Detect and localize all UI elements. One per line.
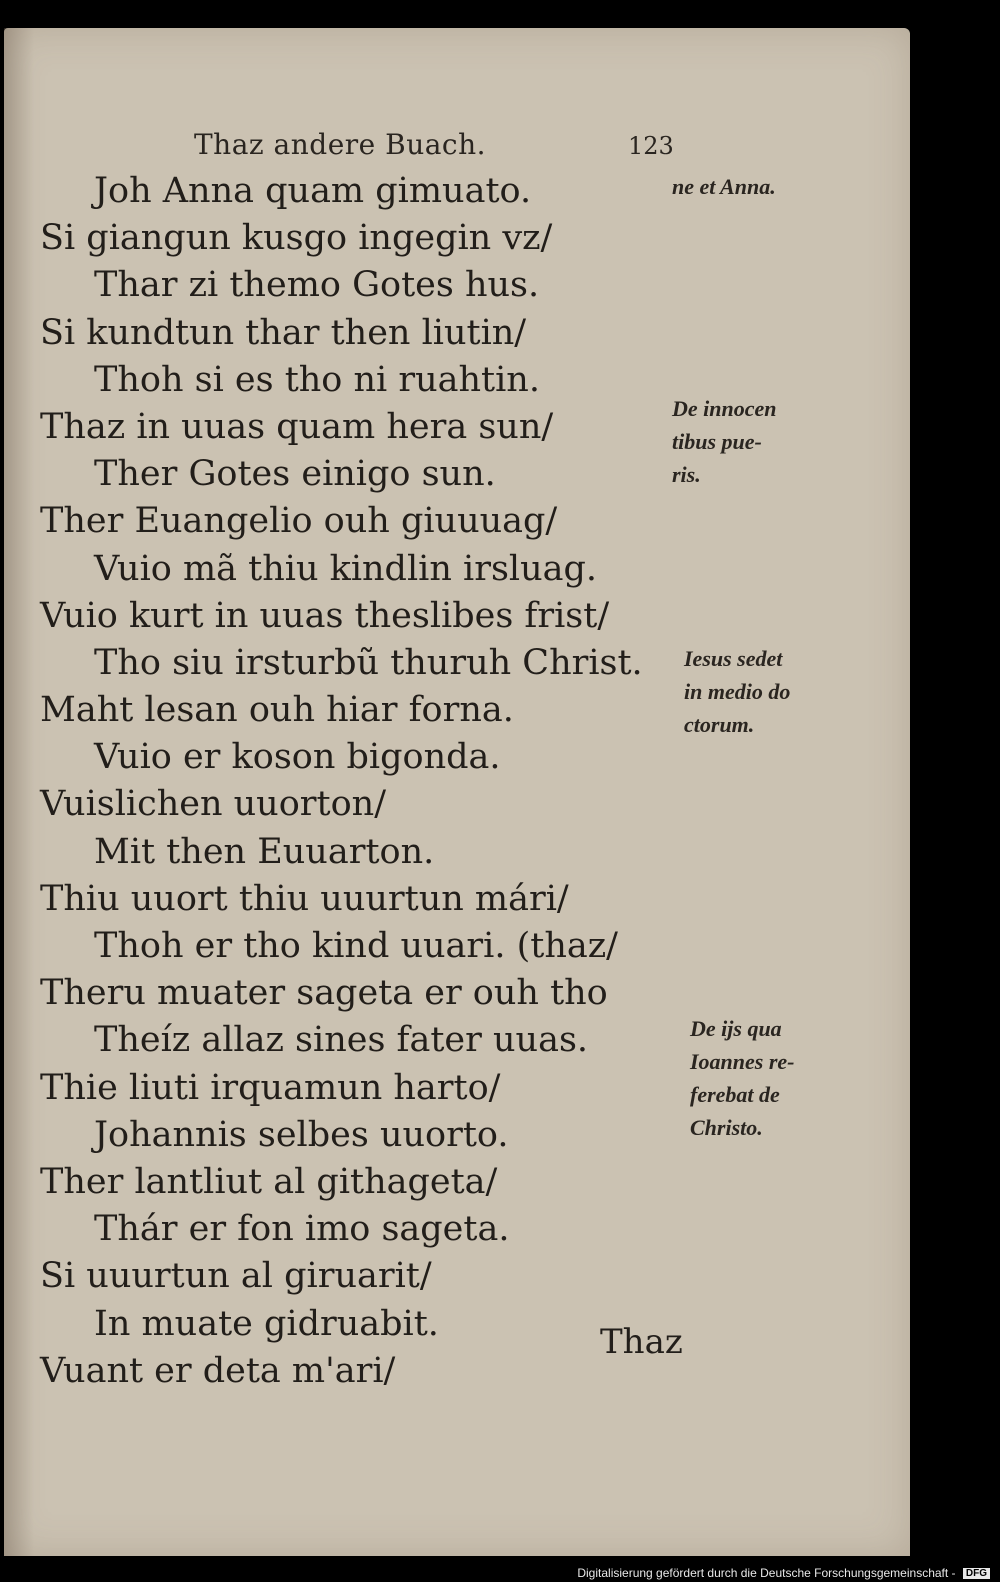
verse-line: Tho siu irsturbũ thuruh Christ. [94,642,643,683]
catchword: Thaz [600,1322,683,1362]
marginal-note-line: ctorum. [684,712,755,737]
verse-line: Theru muater sageta er ouh tho [40,973,608,1014]
verse-text [40,168,643,1395]
book-page [4,28,910,1556]
marginal-note [672,392,777,491]
marginal-note [690,1012,795,1144]
verse-line: Si giangun kusgo ingegin vz/ [40,218,553,259]
marginal-note-line: in medio do [684,679,791,704]
marginal-note-line: ris. [672,462,701,487]
verse-line: Thár er fon imo sageta. [94,1209,510,1250]
marginal-note [672,170,776,203]
funding-text: Digitalisierung gefördert durch die Deutsche Forschungsgemeinschaft - [577,1566,956,1580]
verse-line: Mit then Euuarton. [94,831,435,872]
verse-line: Thar zi themo Gotes hus. [94,265,540,306]
verse-line: Si kundtun thar then liutin/ [40,312,527,353]
marginal-note-line: Iesus sedet [684,646,783,671]
verse-line: Thie liuti irquamun harto/ [40,1067,501,1108]
marginal-note-line: Christo. [690,1115,763,1140]
verse-line: Vuio er koson bigonda. [94,737,501,778]
verse-line: Thoh si es tho ni ruahtin. [94,359,540,400]
verse-line: Vuant er deta m'ari/ [40,1350,396,1391]
verse-line: Thoh er tho kind uuari. (thaz/ [94,926,618,966]
marginal-note-line: ferebat de [690,1082,780,1107]
marginal-note [684,642,790,741]
verse-line: Ther lantliut al githageta/ [40,1161,498,1202]
marginal-note-line: tibus pue- [672,429,762,454]
verse-line: In muate gidruabit. [94,1303,439,1344]
dfg-logo: DFG [963,1568,990,1579]
page-number: 123 [628,132,674,160]
funding-footer [577,1566,990,1580]
verse-line: Vuio mã thiu kindlin irsluag. [94,548,598,589]
verse-line: Johannis selbes uuorto. [94,1114,509,1155]
marginal-note-line: De innocen [672,396,777,421]
marginal-note-line: Ioannes re- [690,1049,795,1074]
verse-line: Maht lesan ouh hiar forna. [40,690,514,731]
verse-line: Joh Anna quam gimuato. [94,171,532,211]
verse-line: Si uuurtun al giruarit/ [40,1256,432,1297]
marginal-note-line: De ijs qua [690,1016,782,1041]
verse-line: Theíz allaz sines fater uuas. [94,1020,589,1061]
verse-line: Thiu uuort thiu uuurtun mári/ [40,878,569,919]
verse-line: Thaz in uuas quam hera sun/ [40,406,554,447]
verse-line: Vuislichen uuorton/ [40,784,387,825]
verse-line: Ther Euangelio ouh giuuuag/ [40,501,558,542]
marginal-note-line: ne et Anna. [672,174,776,199]
verse-line: Vuio kurt in uuas theslibes frist/ [40,595,610,636]
running-head: Thaz andere Buach. [194,128,487,161]
verse-line: Ther Gotes einigo sun. [94,454,496,495]
